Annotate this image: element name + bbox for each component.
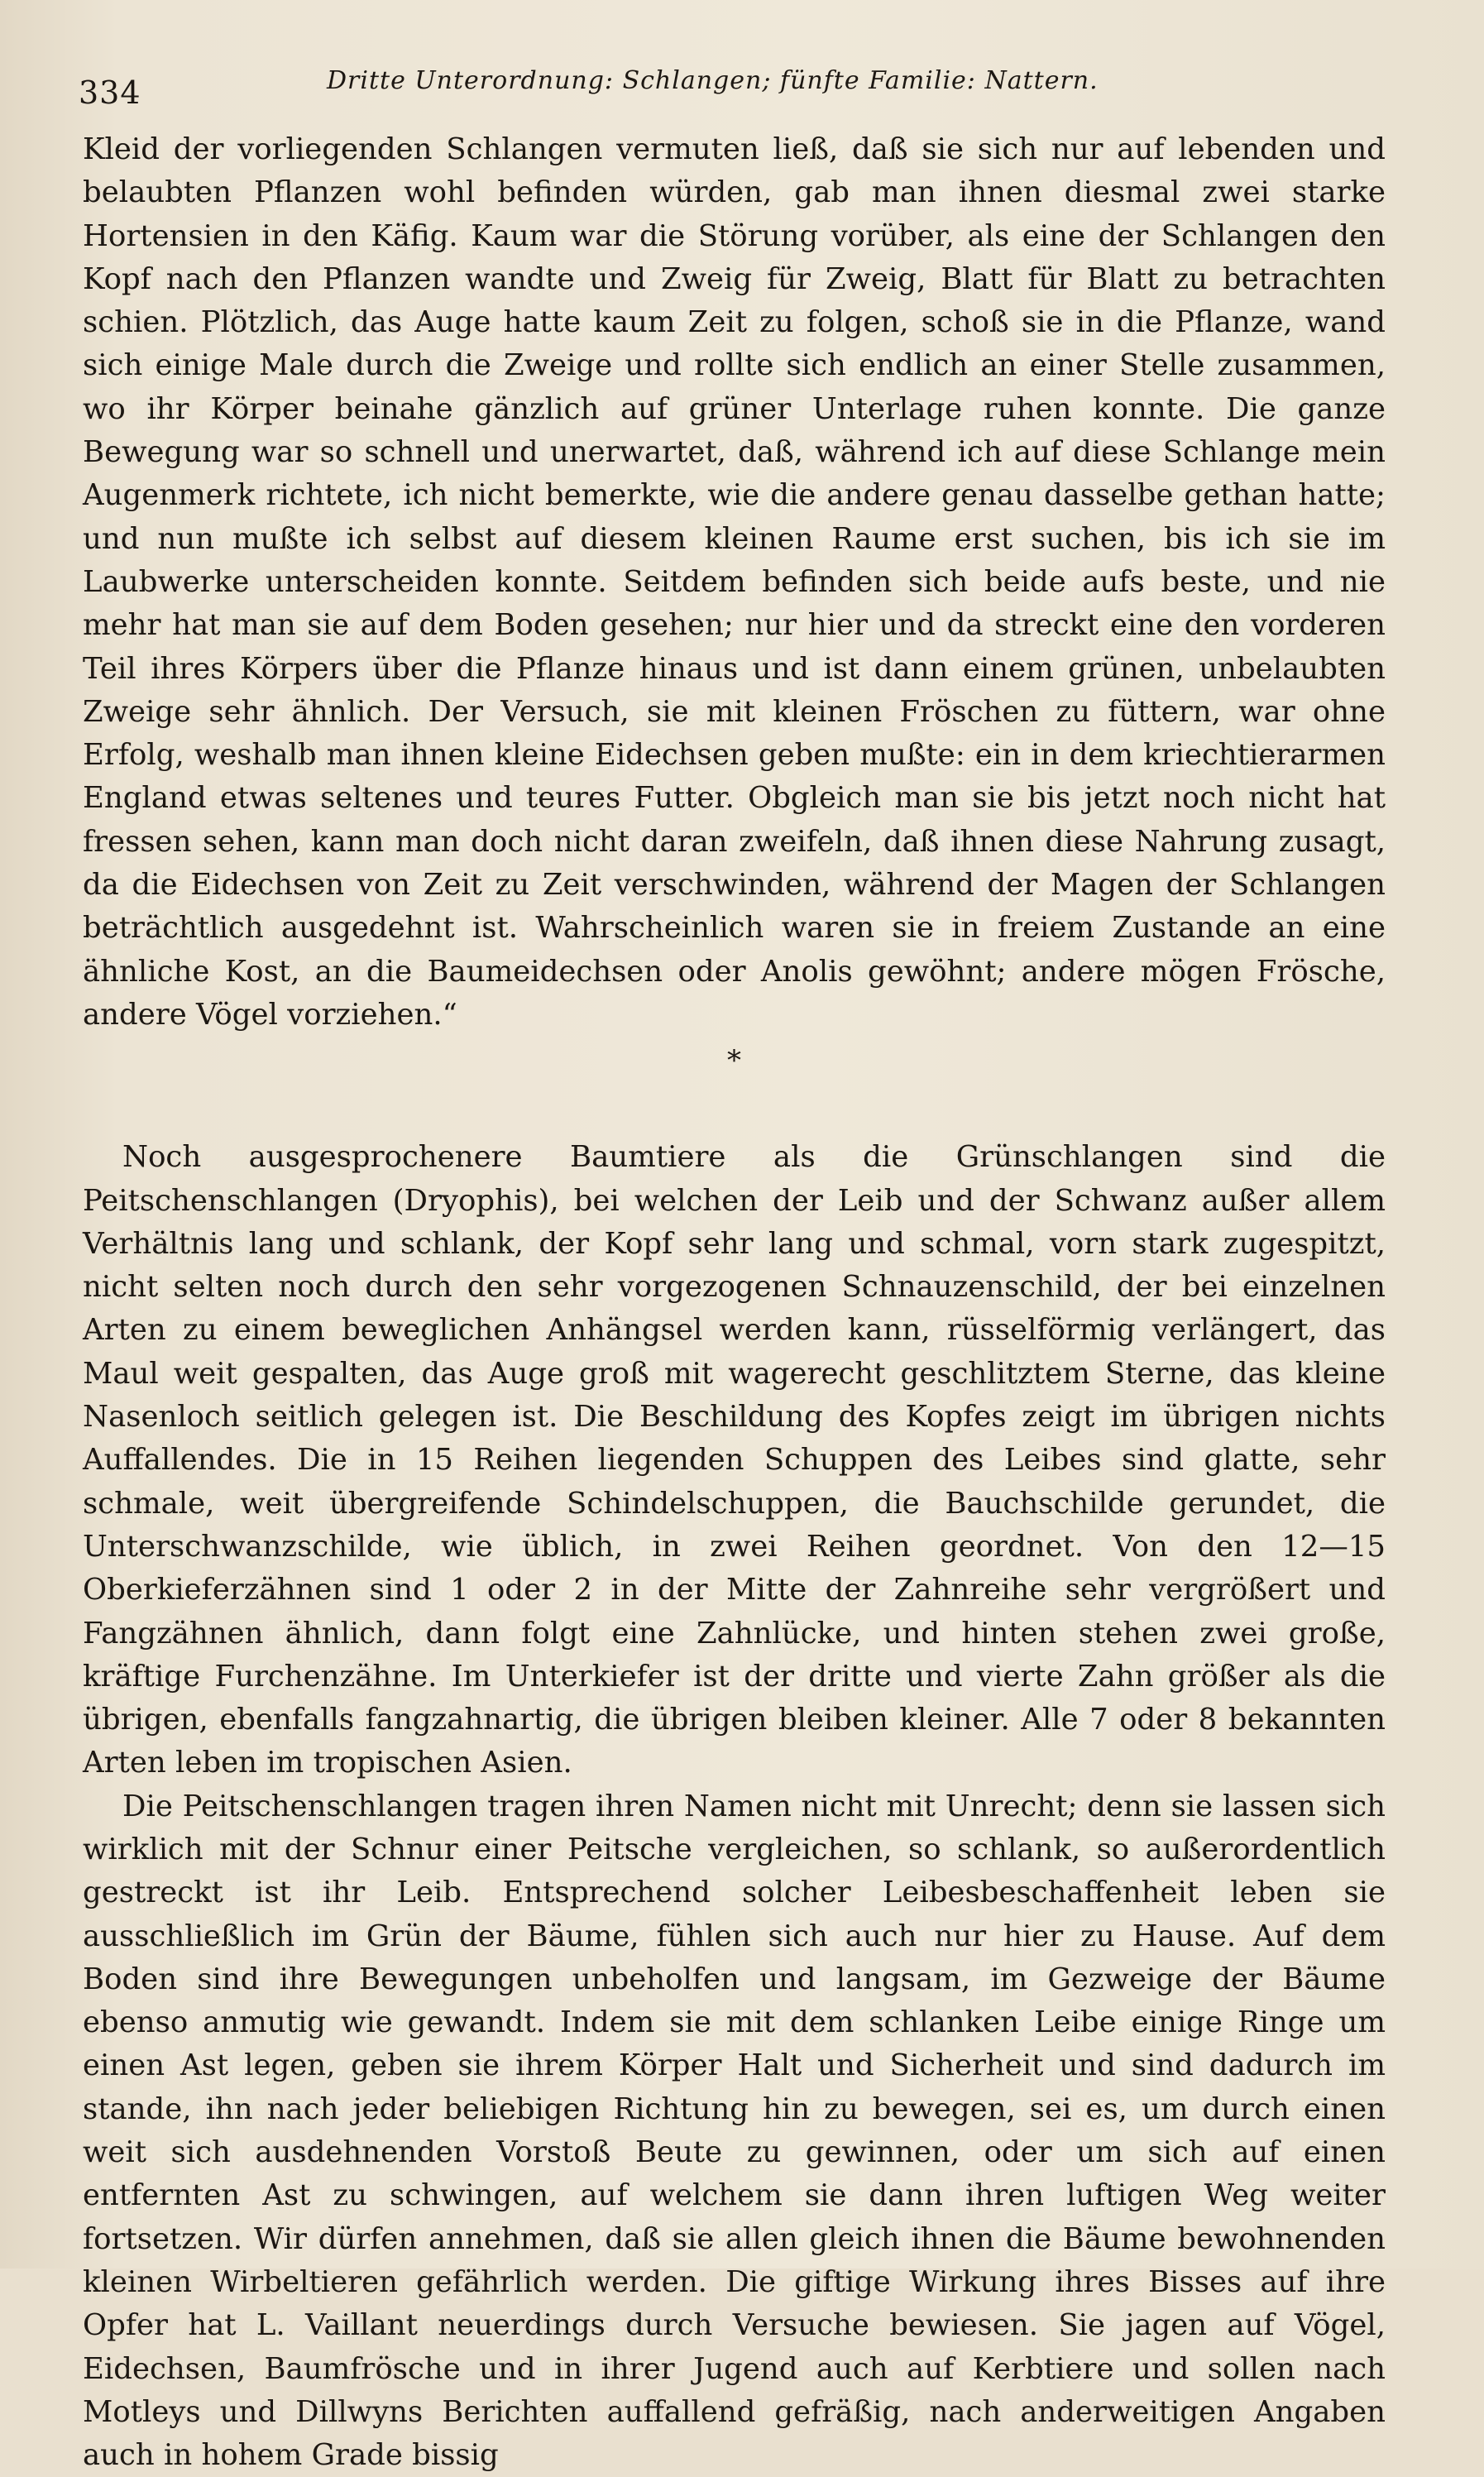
section-separator: * [727,1044,741,1078]
paragraph-peitschenschlangen-description: Noch ausgesprochenere Baumtiere als die Grünschlangen sind die Peitschenschlangen (Dryophis), bei welchen der Leib und der Schwanz außer allem Verhältnis lang und schlank, der Kopf sehr lang und schmal, vorn stark zugespitzt, nicht selten noch durch den sehr vorgezogenen Schnauzenschild, der bei einzelnen Arten zu einem beweglichen Anhängsel werden kann, rüsselförmig verlängert, das Maul weit gespalten, das Auge groß mit wagerecht geschlitztem Sterne, das kleine Nasenloch seitlich gelegen ist. Die Beschildung des Kopfes zeigt im übrigen nichts Auffallendes. Die in 15 Reihen liegenden Schuppen des Leibes sind glatte, sehr schmale, weit übergreifende Schindelschuppen, die Bauchschilde gerundet, die Unterschwanzschilde, wie üblich, in zwei Reihen geordnet. Von den 12—15 Oberkieferzähnen sind 1 oder 2 in der Mitte der Zahnreihe sehr vergrößert und Fangzähnen ähnlich, dann folgt eine Zahnlücke, und hinten stehen zwei große, kräftige Furchenzähne. Im Unterkiefer ist der dritte und vierte Zahn größer als die übrigen, ebenfalls fangzahnartig, die übrigen bleiben kleiner. Alle 7 oder 8 bekannten Arten leben im tropischen Asien. [83,1140,1386,1780]
body-text [83,128,1386,2477]
paragraph-peitschenschlangen-behavior: Die Peitschenschlangen tragen ihren Namen nicht mit Unrecht; denn sie lassen sich wirklich mit der Schnur einer Peitsche vergleichen, so schlank, so außerordentlich gestreckt ist ihr Leib. Entsprechend solcher Leibesbeschaffenheit leben sie ausschließlich im Grün der Bäume, fühlen sich auch nur hier zu Hause. Auf dem Boden sind ihre Bewegungen unbeholfen und langsam, im Gezweige der Bäume ebenso anmutig wie gewandt. Indem sie mit dem schlanken Leibe einige Ringe um einen Ast legen, geben sie ihrem Körper Halt und Sicherheit und sind dadurch im stande, ihn nach jeder beliebigen Richtung hin zu bewegen, sei es, um durch einen weit sich ausdehnenden Vorstoß Beute zu gewinnen, oder um sich auf einen entfernten Ast zu schwingen, auf welchem sie dann ihren luftigen Weg weiter fortsetzen. Wir dürfen annehmen, daß sie allen gleich ihnen die Bäume bewohnenden kleinen Wirbeltieren gefährlich werden. Die giftige Wirkung ihres Bisses auf ihre Opfer hat L. Vaillant neuerdings durch Versuche bewiesen. Sie jagen auf Vögel, Eidechsen, Baumfrösche und in ihrer Jugend auch auf Kerbtiere und sollen nach Motleys und Dillwyns Berichten auffallend gefräßig, nach anderweitigen Angaben auch in hohem Grade bissig [83,1789,1386,2473]
paragraph-continued: Kleid der vorliegenden Schlangen vermuten ließ, daß sie sich nur auf lebenden und belaubten Pflanzen wohl befinden würden, gab man ihnen diesmal zwei starke Hortensien in den Käfig. Kaum war die Störung vorüber, als eine der Schlangen den Kopf nach den Pflanzen wandte und Zweig für Zweig, Blatt für Blatt zu betrachten schien. Plötzlich, das Auge hatte kaum Zeit zu folgen, schoß sie in die Pflanze, wand sich einige Male durch die Zweige und rollte sich endlich an einer Stelle zusammen, wo ihr Körper beinahe gänzlich auf grüner Unterlage ruhen konnte. Die ganze Bewegung war so schnell und unerwartet, daß, während ich auf diese Schlange mein Augenmerk richtete, ich nicht bemerkte, wie die andere genau dasselbe gethan hatte; und nun mußte ich selbst auf diesem kleinen Raume erst suchen, bis ich sie im Laubwerke unterscheiden konnte. Seitdem befinden sich beide aufs beste, und nie mehr hat man sie auf dem Boden gesehen; nur hier und da streckt eine den vorderen Teil ihres Körpers über die Pflanze hinaus und ist dann einem grünen, unbelaubten Zweige sehr ähnlich. Der Versuch, sie mit kleinen Fröschen zu füttern, war ohne Erfolg, weshalb man ihnen kleine Eidechsen geben mußte: ein in dem kriechtierarmen England etwas seltenes und teures Futter. Obgleich man sie bis jetzt noch nicht hat fressen sehen, kann man doch nicht daran zweifeln, daß ihnen diese Nahrung zusagt, da die Eidechsen von Zeit zu Zeit verschwinden, während der Magen der Schlangen beträchtlich ausgedehnt ist. Wahrscheinlich waren sie in freiem Zustande an eine ähnliche Kost, an die Baumeidechsen oder Anolis gewöhnt; andere mögen Frösche, andere Vögel vorziehen.“ [83,132,1386,1032]
running-title: Dritte Unterordnung: Schlangen; fünfte Familie: Nattern. [327,66,1099,95]
running-head [79,58,1394,116]
page-number: 334 [79,74,141,111]
